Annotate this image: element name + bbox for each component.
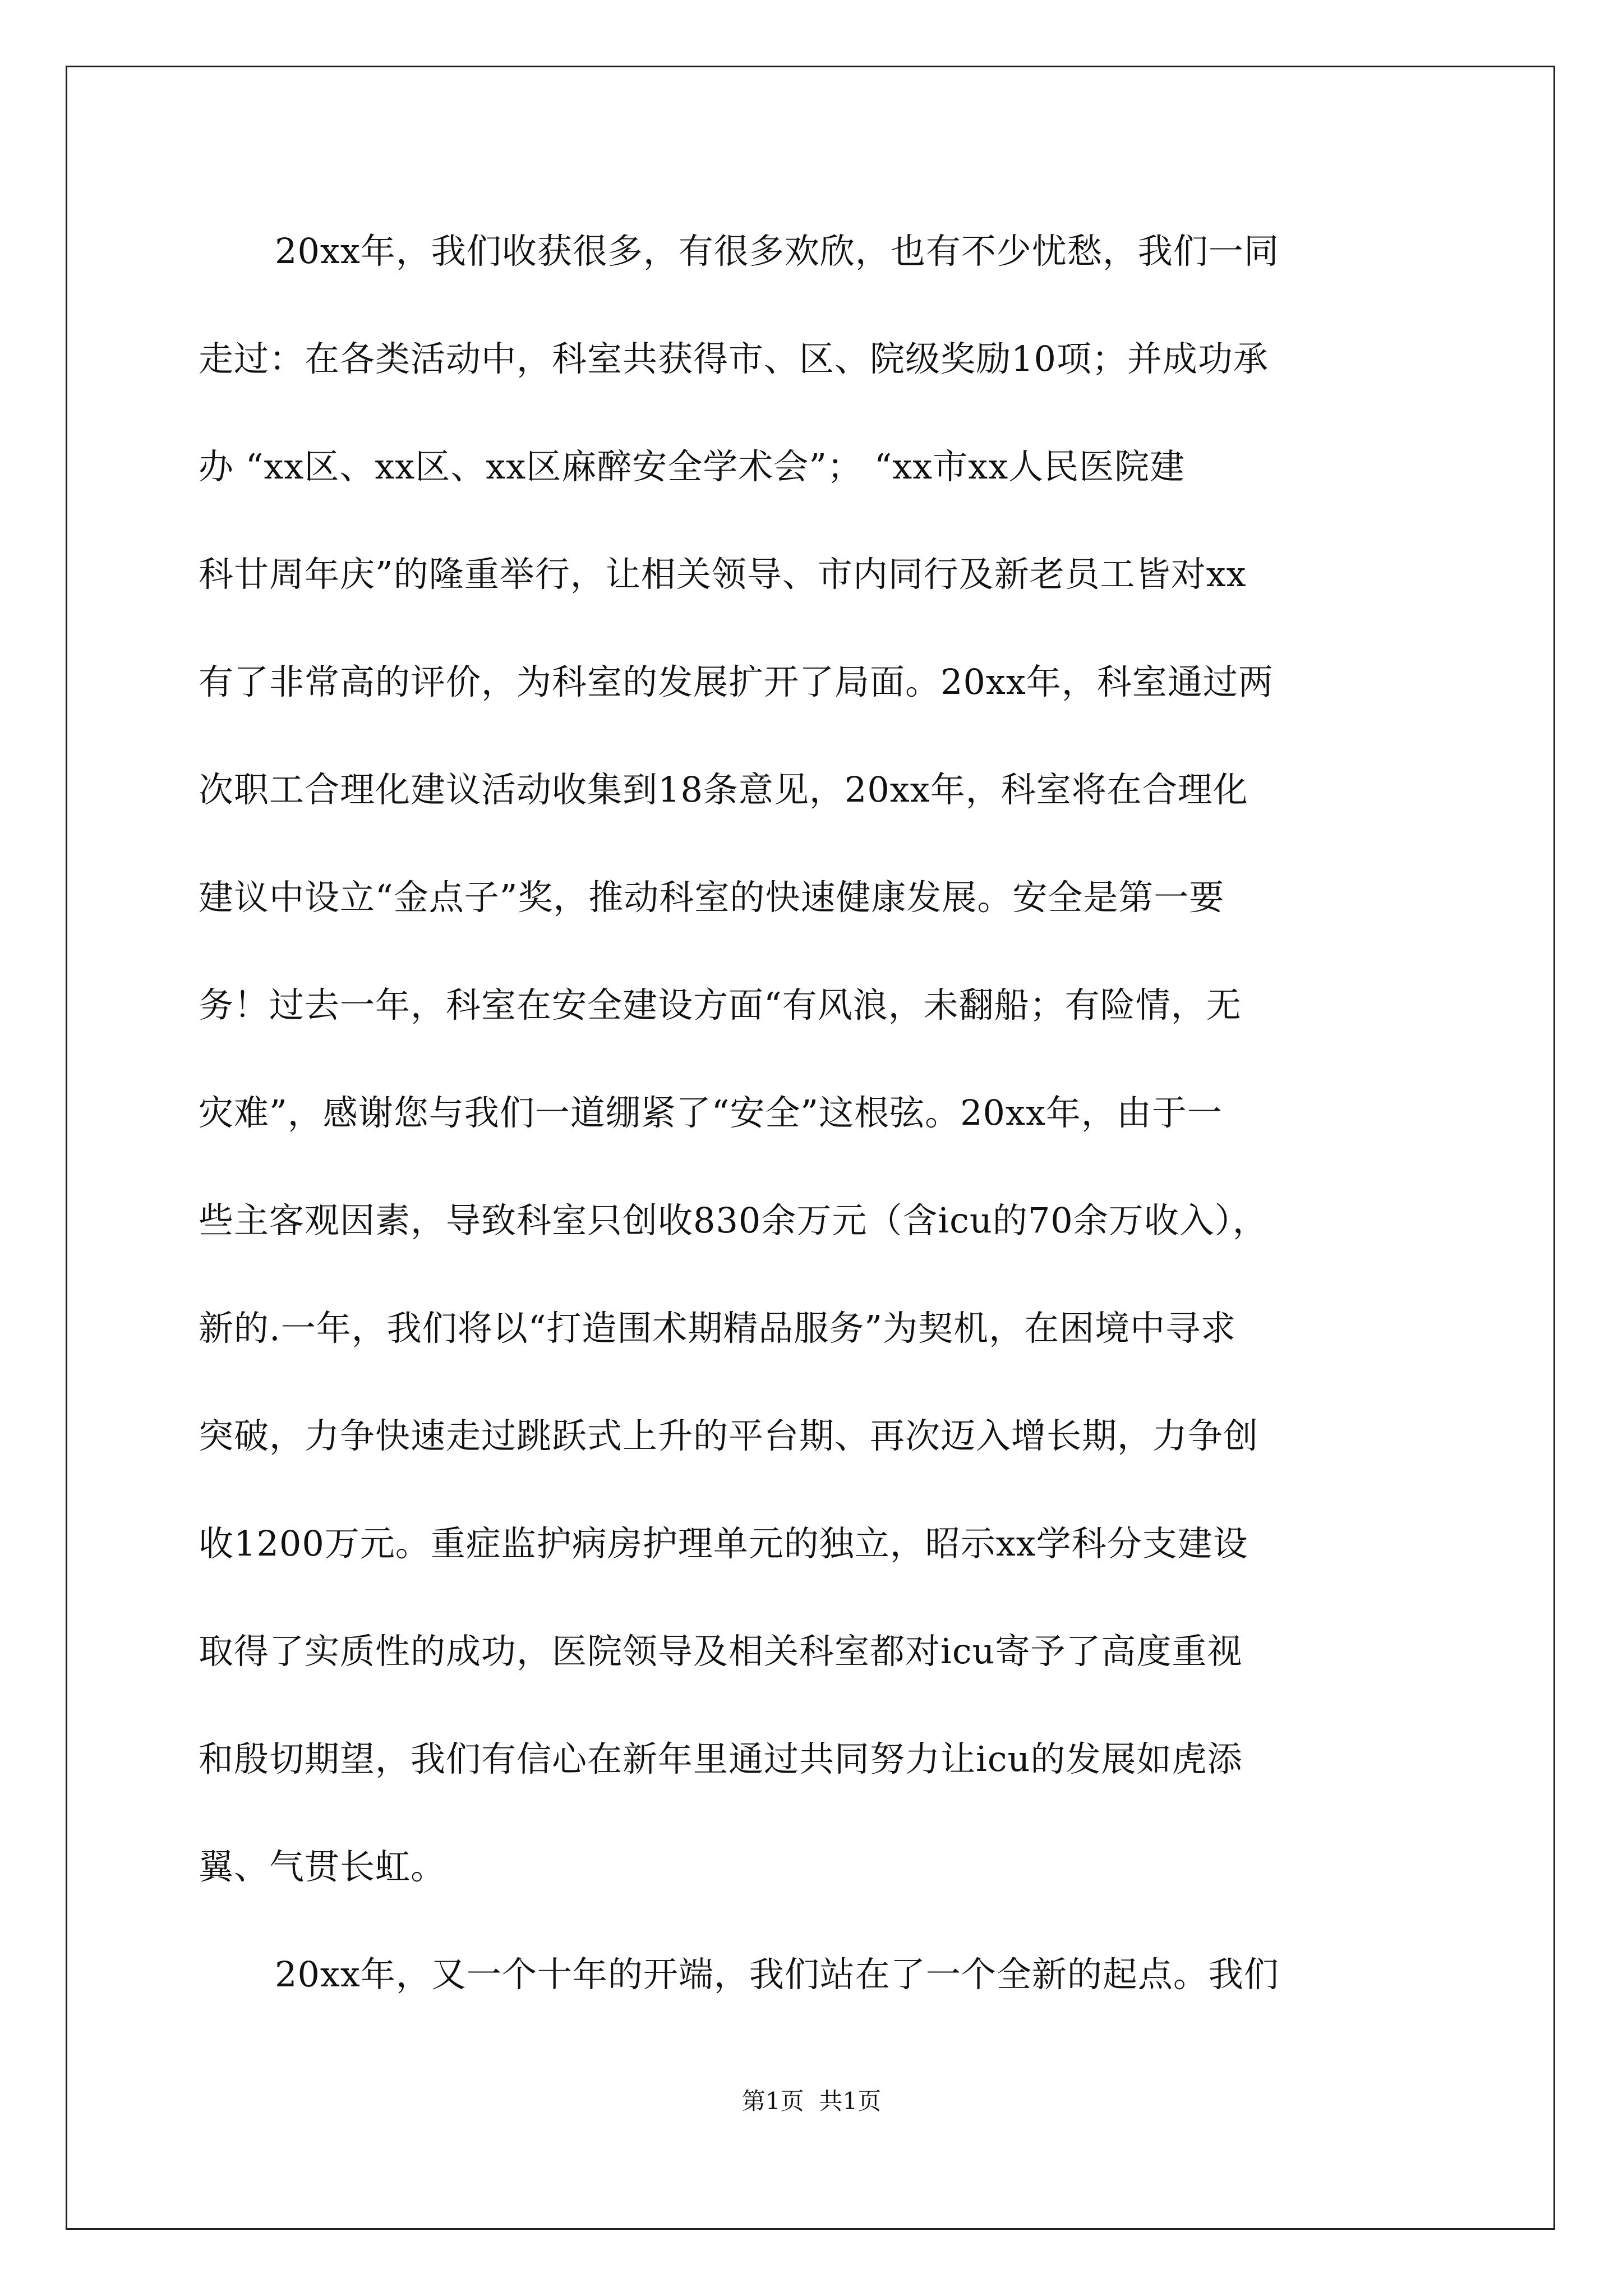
paragraph-line: 走过：在各类活动中，科室共获得市、区、院级奖励10项；并成功承 bbox=[199, 338, 1269, 379]
paragraph-line: 些主客观因素，导致科室只创收830余万元（含icu的70余万收入）， bbox=[199, 1200, 1268, 1241]
paragraph-line: 次职工合理化建议活动收集到18条意见，20xx年，科室将在合理化 bbox=[199, 769, 1248, 810]
paragraph-line: 翼、气贯长虹。 bbox=[199, 1846, 446, 1887]
paragraph-line: 务！过去一年，科室在安全建设方面“有风浪，未翻船；有险情，无 bbox=[199, 984, 1242, 1025]
paragraph-line: 和殷切期望，我们有信心在新年里通过共同努力让icu的发展如虎添 bbox=[199, 1738, 1243, 1779]
paragraph-line: 建议中设立“金点子”奖，推动科室的快速健康发展。安全是第一要 bbox=[199, 877, 1225, 918]
paragraph-line: 科廿周年庆”的隆重举行，让相关领导、市内同行及新老员工皆对xx bbox=[199, 554, 1247, 595]
paragraph-line: 20xx年，又一个十年的开端，我们站在了一个全新的起点。我们 bbox=[275, 1954, 1279, 1995]
paragraph-line: 有了非常高的评价，为科室的发展扩开了局面。20xx年，科室通过两 bbox=[199, 661, 1274, 702]
paragraph-line: 新的.一年，我们将以“打造围术期精品服务”为契机，在困境中寻求 bbox=[199, 1308, 1237, 1349]
paragraph-line: 灾难”，感谢您与我们一道绷紧了“安全”这根弦。20xx年，由于一 bbox=[199, 1092, 1223, 1133]
paragraph-line: 20xx年，我们收获很多，有很多欢欣，也有不少忧愁，我们一同 bbox=[275, 231, 1279, 272]
paragraph-line: 突破，力争快速走过跳跃式上升的平台期、再次迈入增长期，力争创 bbox=[199, 1415, 1259, 1456]
page-number-footer: 第1页 共1页 bbox=[741, 2087, 882, 2115]
paragraph-line: 取得了实质性的成功，医院领导及相关科室都对icu寄予了高度重视 bbox=[199, 1631, 1243, 1672]
paragraph-line: 收1200万元。重症监护病房护理单元的独立，昭示xx学科分支建设 bbox=[199, 1523, 1248, 1564]
paragraph-line: 办 “xx区、xx区、xx区麻醉安全学术会”； “xx市xx人民医院建 bbox=[199, 446, 1186, 487]
page-border bbox=[66, 66, 1555, 2230]
